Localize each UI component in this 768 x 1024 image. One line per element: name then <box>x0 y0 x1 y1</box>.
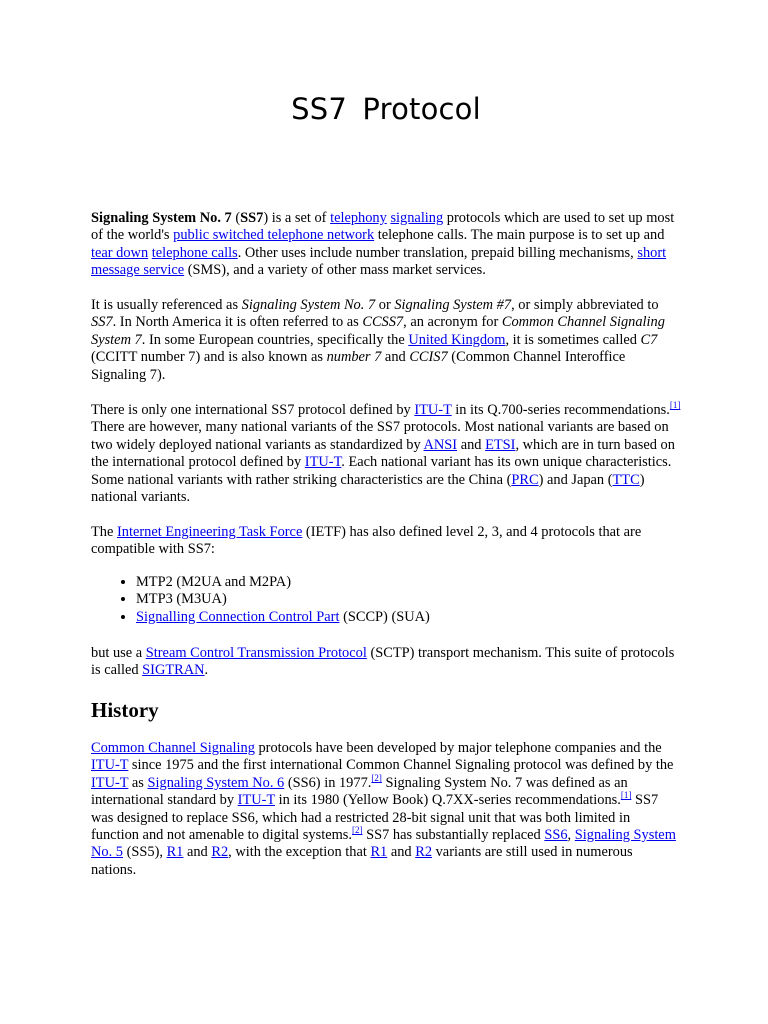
italic-term: number 7 <box>326 349 382 366</box>
text: Signaling System No. 7 was defined as an international standard by <box>91 774 628 809</box>
text: . Each national variant has its own unique characteristics. Some national variants with rather striking characteristics are the China ( <box>91 454 672 488</box>
history-paragraph <box>91 740 681 879</box>
protocol-list <box>91 574 681 626</box>
text: , which are in turn based on the international protocol defined by <box>91 436 675 471</box>
link-signaling[interactable]: signaling <box>390 210 444 226</box>
text: . In some European countries, specifically the <box>141 331 409 348</box>
text: ) national variants. <box>91 471 645 506</box>
text: , an acronym for <box>403 314 502 331</box>
text: There is only one international SS7 protocol defined by <box>91 402 415 418</box>
intro-paragraph <box>91 210 681 280</box>
link-sigtran[interactable]: SIGTRAN <box>142 662 205 679</box>
link-ietf[interactable]: Internet Engineering Task Force <box>116 524 303 540</box>
text: protocols which are used to set up most of the world's <box>91 210 675 244</box>
italic-term: CCSS7 <box>362 314 404 331</box>
text: SS7 has substantially replaced <box>362 827 545 844</box>
text: (SCCP) (SUA) <box>339 608 430 625</box>
link-sctp[interactable]: Stream Control Transmission Protocol <box>145 645 367 661</box>
text: , <box>567 827 575 844</box>
naming-paragraph <box>91 297 681 384</box>
link-r1[interactable]: R1 <box>370 844 388 861</box>
text: or <box>375 297 395 313</box>
bold-term: Signaling System No. 7 <box>91 210 232 226</box>
citation-link[interactable]: [1] <box>669 400 681 410</box>
variants-paragraph <box>91 402 681 506</box>
text: protocols have been developed by major telephone companies and the <box>254 740 662 756</box>
text: (SS5), <box>122 844 167 861</box>
italic-term: SS7 <box>91 314 113 331</box>
text: in its Q.700-series recommendations. <box>451 402 670 418</box>
text: , with the exception that <box>228 844 371 861</box>
ietf-paragraph <box>91 524 681 559</box>
link-itu-t[interactable]: ITU-T <box>304 454 342 471</box>
text: It is usually referenced as <box>91 297 242 313</box>
list-item: • MTP3 (M3UA) <box>136 591 681 608</box>
italic-term: CCIS7 <box>409 349 448 366</box>
link-telephony[interactable]: telephony <box>330 210 387 226</box>
text: and <box>457 436 486 453</box>
text: as <box>128 774 148 791</box>
text: SS7 was designed to replace SS6, which had a restricted 28-bit signal unit that was both limited in function and not amenable to digital systems. <box>91 792 659 844</box>
link-r2[interactable]: R2 <box>415 844 433 861</box>
text: (SMS), and a variety of other mass market services. <box>184 262 486 279</box>
sigtran-paragraph <box>91 645 681 680</box>
history-heading: History <box>91 698 159 722</box>
text: since 1975 and the first international Common Channel Signaling protocol was defined by the <box>128 757 674 774</box>
italic-term: Signaling System No. 7 <box>241 297 376 313</box>
link-ss6-short[interactable]: SS6 <box>544 827 568 844</box>
text: in its 1980 (Yellow Book) Q.7XX-series recommendations. <box>274 792 621 809</box>
text: (IETF) has also defined level 2, 3, and 4 protocols that are compatible with SS7: <box>91 524 642 558</box>
text: telephone calls. The main purpose is to set up and <box>374 227 665 244</box>
list-item: • MTP2 (M2UA and M2PA) <box>136 574 681 591</box>
text: ( <box>231 210 241 226</box>
italic-term: C7 <box>640 331 658 348</box>
link-common-channel-signaling[interactable]: Common Channel Signaling <box>91 740 255 756</box>
link-itu-t[interactable]: ITU-T <box>237 792 275 809</box>
link-ss6[interactable]: Signaling System No. 6 <box>147 774 285 791</box>
page-title: SS7 Protocol <box>291 92 481 126</box>
link-sccp[interactable]: Signalling Connection Control Part <box>136 608 340 625</box>
list-item <box>136 609 681 626</box>
citation-link[interactable]: [2] <box>371 772 382 783</box>
text: and <box>183 844 212 861</box>
italic-term: Common Channel Signaling System 7 <box>91 314 665 348</box>
link-etsi[interactable]: ETSI <box>485 436 516 453</box>
text: . Other uses include number translation, prepaid billing mechanisms, <box>237 244 638 261</box>
link-prc[interactable]: PRC <box>511 471 539 488</box>
link-r1[interactable]: R1 <box>166 844 184 861</box>
text: , it is sometimes called <box>505 331 641 348</box>
link-tear-down[interactable]: tear down <box>91 244 149 261</box>
link-telephone-calls[interactable]: telephone calls <box>151 244 238 261</box>
italic-term: Signaling System #7 <box>394 297 512 313</box>
text: and <box>381 349 410 366</box>
text: (Common Channel Interoffice Signaling 7). <box>91 349 626 383</box>
text: (SS6) in 1977. <box>284 774 372 791</box>
text: , or simply abbreviated to <box>511 297 659 313</box>
text: variants are still used in numerous nations. <box>91 844 633 878</box>
text: ) is a set of <box>263 210 331 226</box>
citation-link[interactable]: [2] <box>351 825 363 836</box>
link-united-kingdom[interactable]: United Kingdom <box>408 331 506 348</box>
citation-link[interactable]: [1] <box>620 790 632 801</box>
text: ) and Japan ( <box>538 471 613 488</box>
text: . <box>204 662 209 679</box>
text: and <box>387 844 416 861</box>
link-itu-t[interactable]: ITU-T <box>91 774 129 791</box>
link-ansi[interactable]: ANSI <box>423 436 458 453</box>
link-ss5[interactable]: Signaling System No. 5 <box>91 827 676 861</box>
text: There are however, many national variants of the SS7 protocols. Most national variants are based on two widely deployed national variants as standardized by <box>91 419 669 453</box>
link-sms[interactable]: short message service <box>91 244 667 279</box>
text: but use a <box>91 645 146 661</box>
text: (SCTP) transport mechanism. This suite of protocols is called <box>91 645 675 679</box>
text: . In North America it is often referred to as <box>112 314 363 331</box>
link-itu-t[interactable]: ITU-T <box>91 757 129 774</box>
text: The <box>91 524 117 540</box>
link-itu-t[interactable]: ITU-T <box>414 402 452 418</box>
link-ttc[interactable]: TTC <box>612 471 640 488</box>
link-pstn[interactable]: public switched telephone network <box>173 227 375 244</box>
text: (CCITT number 7) and is also known as <box>91 349 327 366</box>
link-r2[interactable]: R2 <box>211 844 229 861</box>
bold-term: SS7 <box>240 210 264 226</box>
